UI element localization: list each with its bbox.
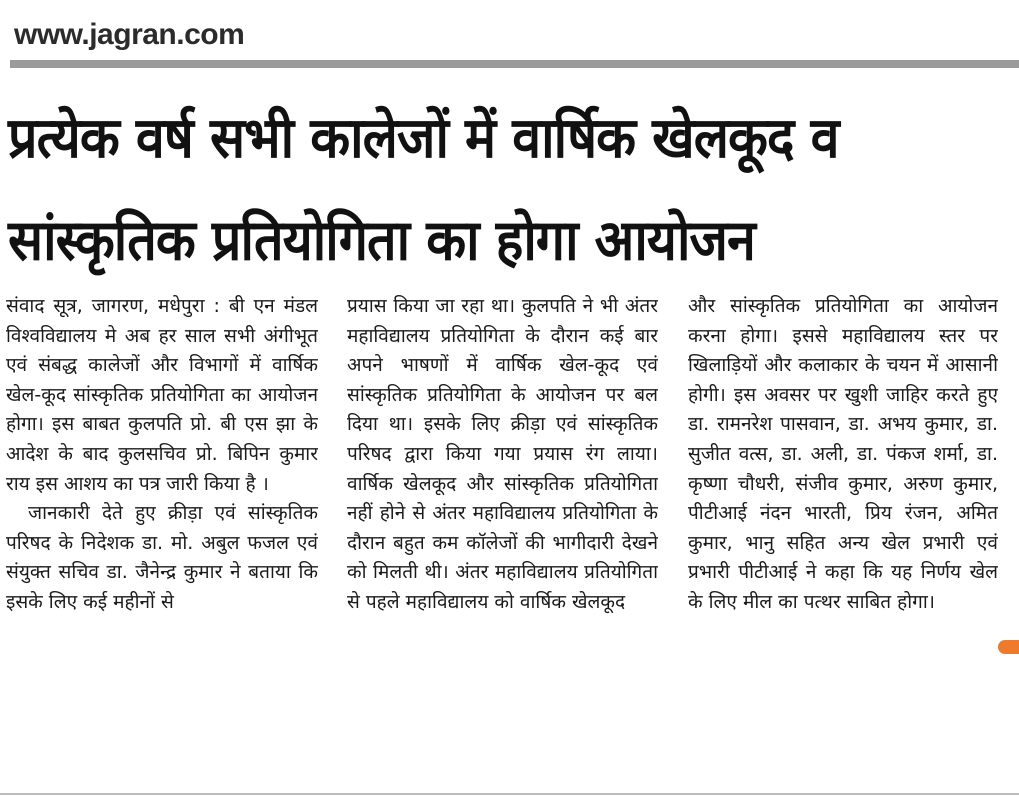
site-url: www.jagran.com (14, 18, 245, 51)
article-column-2 (347, 292, 658, 790)
article-paragraph: जानकारी देते हुए क्रीड़ा एवं सांस्कृतिक परिषद के निदेशक डा. मो. अबुल फजल एवं संयुक्त सचिव डा. जैनेन्द्र कुमार ने बताया कि इसके लिए कई महीनों से (6, 502, 318, 613)
highlight-marker (998, 640, 1019, 654)
article-paragraph: और सांस्कृतिक प्रतियोगिता का आयोजन करना होगा। इससे महाविद्यालय स्तर पर खिलाड़ियों और कलाकार के चयन में आसानी होगी। इस अवसर पर खुशी जाहिर करते हुए डा. रामनरेश पासवान, डा. अभय कुमार, डा. सुजीत वत्स, डा. अली, डा. पंकज शर्मा, डा. कृष्णा चौधरी, संजीव कुमार, अरुण कुमार, पीटीआई नंदन भारती, प्रिय रंजन, अमित कुमार, भानु सहित अन्य खेल प्रभारी एवं प्रभारी पीटीआई ने कहा कि यह निर्णय खेल के लिए मील का पत्थर साबित होगा। (688, 295, 998, 613)
article-paragraph: प्रयास किया जा रहा था। कुलपति ने भी अंतर महाविद्यालय प्रतियोगिता के दौरान कई बार अपने भाषणों में वार्षिक खेल-कूद एवं सांस्कृतिक प्रतियोगिता के आयोजन पर बल दिया था। इसके लिए क्रीड़ा एवं सांस्कृतिक परिषद द्वारा किया गया प्रयास रंग लाया। वार्षिक खेलकूद और सांस्कृतिक प्रतियोगिता नहीं होने से अंतर महाविद्यालय प्रतियोगिता के दौरान बहुत कम कॉलेजों की भागीदारी देखने को मिलती थी। अंतर महाविद्यालय प्रतियोगिता से पहले महाविद्यालय को वार्षिक खेलकूद (347, 295, 658, 613)
header-rule (10, 60, 1019, 68)
article-column-1 (6, 292, 318, 790)
article-column-3 (688, 292, 998, 790)
headline-line-2: सांस्कृतिक प्रतियोगिता का होगा आयोजन (8, 208, 755, 274)
footer-rule (0, 793, 1019, 795)
article-body (0, 292, 1019, 790)
article-paragraph: संवाद सूत्र, जागरण, मधेपुरा : बी एन मंडल विश्वविद्यालय मे अब हर साल सभी अंगीभूत एवं संबद्ध कालेजों और विभागों में वार्षिक खेल-कूद सांस्कृतिक प्रतियोगिता का आयोजन होगा। इस बाबत कुलपति प्रो. बी एस झा के आदेश के बाद कुलसचिव प्रो. बिपिन कुमार राय इस आशय का पत्र जारी किया है । (6, 295, 318, 495)
headline-line-1: प्रत्येक वर्ष सभी कालेजों में वार्षिक खेलकूद व (8, 106, 839, 172)
headline (8, 88, 1013, 293)
